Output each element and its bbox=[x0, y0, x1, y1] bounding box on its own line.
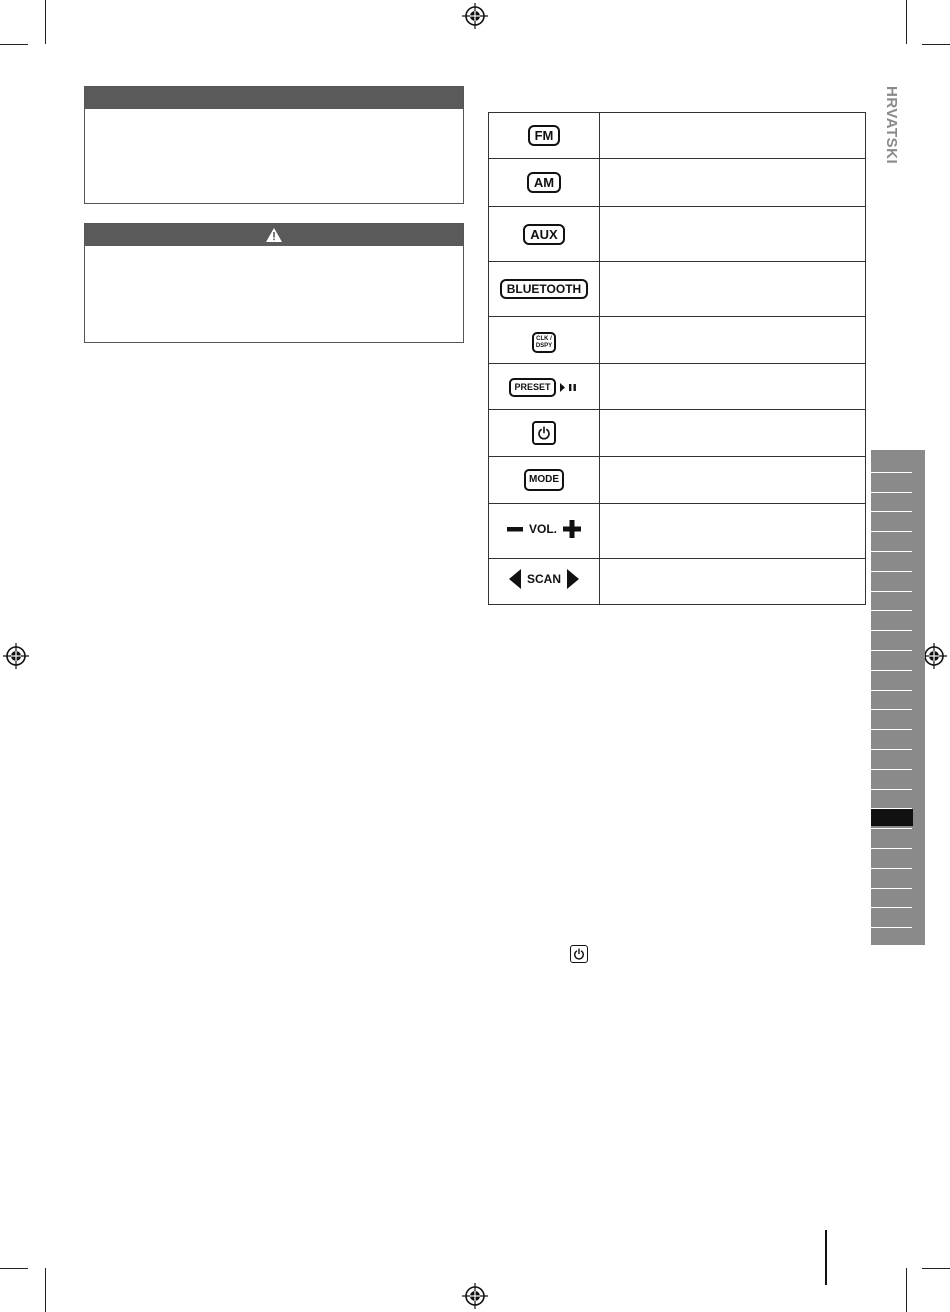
table-row bbox=[489, 262, 866, 317]
crop-mark bbox=[0, 1268, 28, 1269]
tab-divider bbox=[871, 709, 912, 710]
am-key: AM bbox=[527, 172, 561, 193]
registration-mark-icon bbox=[3, 643, 29, 669]
table-row bbox=[489, 113, 866, 159]
table-row bbox=[489, 364, 866, 410]
language-tab-strip bbox=[871, 450, 925, 945]
am-description bbox=[600, 159, 866, 207]
tab-divider bbox=[871, 888, 912, 889]
tab-divider bbox=[871, 868, 912, 869]
registration-mark-icon bbox=[462, 1283, 488, 1309]
table-row bbox=[489, 410, 866, 457]
aux-key: AUX bbox=[523, 224, 564, 245]
tab-divider bbox=[871, 610, 912, 611]
preset-description bbox=[600, 364, 866, 410]
crop-mark bbox=[922, 44, 950, 45]
crop-mark bbox=[906, 0, 907, 44]
tab-divider bbox=[871, 749, 912, 750]
table-row bbox=[489, 559, 866, 605]
table-row bbox=[489, 207, 866, 262]
mode-description bbox=[600, 457, 866, 504]
vol-label: VOL. bbox=[528, 522, 557, 536]
inline-power-key bbox=[570, 945, 588, 963]
warning-triangle-icon bbox=[266, 228, 282, 242]
bluetooth-key: BLUETOOTH bbox=[500, 279, 588, 299]
table-row bbox=[489, 457, 866, 504]
tab-divider bbox=[871, 511, 912, 512]
vol-key-cell bbox=[489, 504, 600, 559]
tab-divider bbox=[871, 828, 912, 829]
clk-dspy-key bbox=[532, 332, 556, 353]
tab-divider bbox=[871, 789, 912, 790]
warning-header bbox=[85, 224, 463, 246]
preset-key: PRESET bbox=[509, 378, 555, 397]
preset-control bbox=[509, 378, 578, 397]
mode-key-cell bbox=[489, 457, 600, 504]
mode-key: MODE bbox=[524, 469, 564, 491]
table-row bbox=[489, 504, 866, 559]
am-key-cell bbox=[489, 159, 600, 207]
warning-box bbox=[84, 223, 464, 343]
arrow-left-icon bbox=[509, 569, 521, 589]
power-icon bbox=[573, 948, 585, 960]
note-box bbox=[84, 86, 464, 204]
clk-key-cell bbox=[489, 317, 600, 364]
power-icon bbox=[537, 426, 551, 440]
arrow-right-icon bbox=[567, 569, 579, 589]
aux-description bbox=[600, 207, 866, 262]
tab-divider bbox=[871, 571, 912, 572]
plus-icon bbox=[563, 520, 581, 538]
tab-divider bbox=[871, 472, 912, 473]
clk-key-top-label: CLK / bbox=[536, 335, 552, 342]
clk-description bbox=[600, 317, 866, 364]
bluetooth-description bbox=[600, 262, 866, 317]
tab-divider bbox=[871, 907, 912, 908]
button-reference-table bbox=[488, 112, 866, 605]
power-key-cell bbox=[489, 410, 600, 457]
bluetooth-key-cell bbox=[489, 262, 600, 317]
crop-mark bbox=[45, 0, 46, 44]
volume-control bbox=[507, 520, 581, 538]
preset-key-cell bbox=[489, 364, 600, 410]
fm-description bbox=[600, 113, 866, 159]
fm-key: FM bbox=[528, 125, 561, 146]
play-pause-icon bbox=[559, 383, 579, 392]
aux-key-cell bbox=[489, 207, 600, 262]
page-number-rule bbox=[825, 1230, 827, 1285]
scan-key-cell bbox=[489, 559, 600, 605]
tab-divider bbox=[871, 927, 912, 928]
tab-divider bbox=[871, 848, 912, 849]
table-row bbox=[489, 159, 866, 207]
clk-key-bottom-label: DSPY bbox=[535, 342, 553, 349]
tab-divider bbox=[871, 551, 912, 552]
minus-icon bbox=[507, 521, 523, 537]
crop-mark bbox=[0, 44, 28, 45]
tab-divider bbox=[871, 670, 912, 671]
vol-description bbox=[600, 504, 866, 559]
crop-mark bbox=[922, 1268, 950, 1269]
tab-divider bbox=[871, 769, 912, 770]
tab-divider bbox=[871, 729, 912, 730]
tab-divider bbox=[871, 591, 912, 592]
crop-mark bbox=[906, 1268, 907, 1312]
tab-divider bbox=[871, 650, 912, 651]
scan-label: SCAN bbox=[526, 572, 561, 586]
scan-description bbox=[600, 559, 866, 605]
registration-mark-icon bbox=[462, 3, 488, 29]
tab-divider bbox=[871, 492, 912, 493]
power-key bbox=[532, 421, 556, 445]
power-description bbox=[600, 410, 866, 457]
crop-mark bbox=[45, 1268, 46, 1312]
note-header bbox=[85, 87, 463, 109]
language-label: HRVATSKI bbox=[883, 86, 900, 165]
tab-divider bbox=[871, 630, 912, 631]
scan-control bbox=[509, 569, 579, 589]
table-row bbox=[489, 317, 866, 364]
tab-divider bbox=[871, 531, 912, 532]
fm-key-cell bbox=[489, 113, 600, 159]
active-language-tab bbox=[871, 809, 913, 826]
tab-divider bbox=[871, 690, 912, 691]
